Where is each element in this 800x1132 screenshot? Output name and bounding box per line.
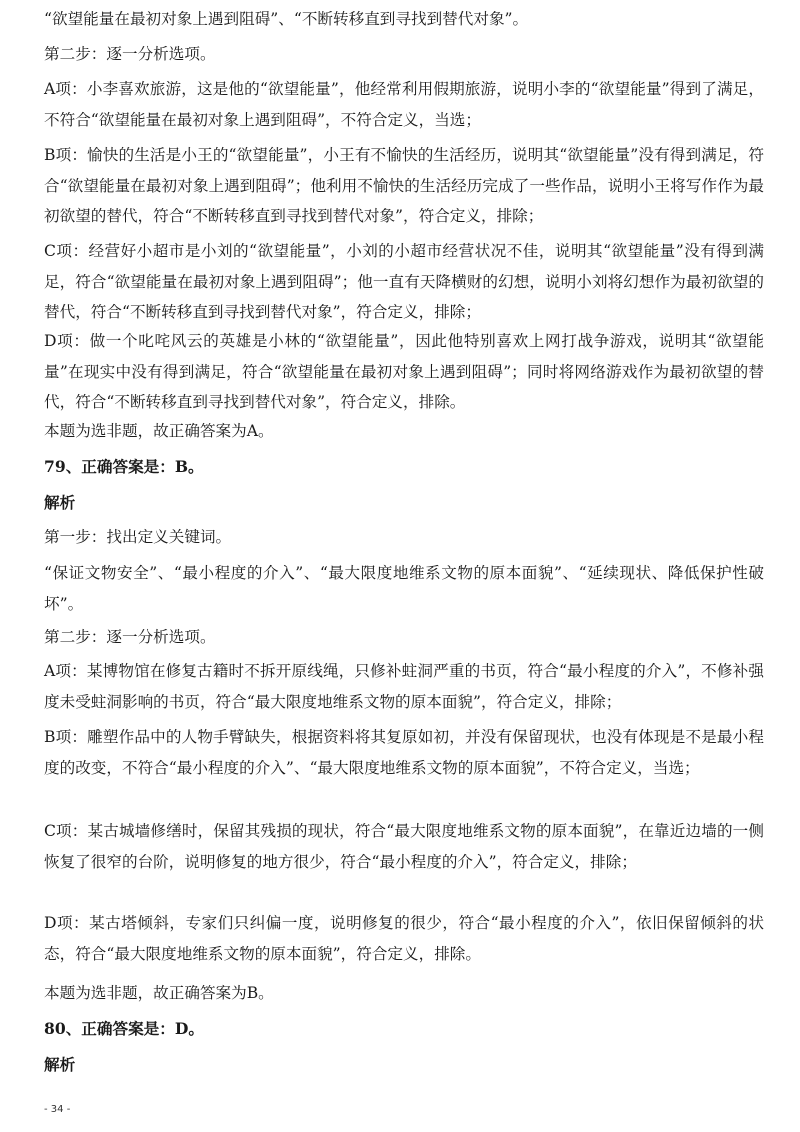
paragraph-option-b-79: B项：雕塑作品中的人物手臂缺失，根据资料将其复原如初，并没有保留现状，也没有体现是不是最小程度的改变，不符合“最小程度的介入”、“最大限度地维系文物的原本面貌”，不符合定义，当选； xyxy=(44,728,764,777)
paragraph-option-c-79: C项：某古城墙修缮时，保留其残损的现状，符合“最大限度地维系文物的原本面貌”，在靠近边墙的一侧恢复了很窄的台阶，说明修复的地方很少，符合“最小程度的介入”，符合定义，排除； xyxy=(44,822,764,871)
paragraph-step-one-79: 第一步：找出定义关键词。 xyxy=(44,528,232,546)
paragraph-option-a: A项：小李喜欢旅游，这是他的“欲望能量”，他经常利用假期旅游，说明小李的“欲望能量”得到了满足，不符合“欲望能量在最初对象上遇到阻碍”，不符合定义，当选； xyxy=(44,80,764,129)
paragraph-option-d-79: D项：某古塔倾斜，专家们只纠偏一度，说明修复的很少，符合“最小程度的介入”，依旧保留倾斜的状态，符合“最大限度地维系文物的原本面貌”，符合定义，排除。 xyxy=(44,914,764,963)
answer-heading-80: 80、正确答案是：D。 xyxy=(44,1019,204,1038)
paragraph-keywords-continued: “欲望能量在最初对象上遇到阻碍”、“不断转移直到寻找到替代对象”。 xyxy=(44,10,529,28)
paragraph-option-c: C项：经营好小超市是小刘的“欲望能量”，小刘的小超市经营状况不佳，说明其“欲望能量”没有得到满足，符合“欲望能量在最初对象上遇到阻碍”；他一直有天降横财的幻想，说明小刘将幻想作为最初欲望的替代，符合“不断转移直到寻找到替代对象”，符合定义，排除； xyxy=(44,242,764,321)
answer-heading-79: 79、正确答案是：B。 xyxy=(44,457,204,476)
paragraph-step-two-79: 第二步：逐一分析选项。 xyxy=(44,628,216,646)
paragraph-conclusion-78: 本题为选非题，故正确答案为A。 xyxy=(44,422,274,440)
paragraph-option-d: D项：做一个叱咤风云的英雄是小林的“欲望能量”，因此他特别喜欢上网打战争游戏，说明其“欲望能量”在现实中没有得到满足，符合“欲望能量在最初对象上遇到阻碍”；同时将网络游戏作为最初欲望的替代，符合“不断转移直到寻找到替代对象”，符合定义，排除。 xyxy=(44,332,764,411)
page-number: - 34 - xyxy=(44,1104,71,1115)
paragraph-option-a-79: A项：某博物馆在修复古籍时不拆开原线绳，只修补蛀洞严重的书页，符合“最小程度的介入”，不修补强度未受蛀洞影响的书页，符合“最大限度地维系文物的原本面貌”，符合定义，排除； xyxy=(44,662,764,711)
paragraph-option-b: B项：愉快的生活是小王的“欲望能量”，小王有不愉快的生活经历，说明其“欲望能量”没有得到满足，符合“欲望能量在最初对象上遇到阻碍”；他利用不愉快的生活经历完成了一些作品，说明小王将写作作为最初欲望的替代，符合“不断转移直到寻找到替代对象”，符合定义，排除； xyxy=(44,146,764,225)
analysis-heading-79: 解析 xyxy=(44,493,76,512)
paragraph-step-two: 第二步：逐一分析选项。 xyxy=(44,45,216,63)
paragraph-keywords-79: “保证文物安全”、“最小程度的介入”、“最大限度地维系文物的原本面貌”、“延续现状、降低保护性破坏”。 xyxy=(44,564,764,613)
analysis-heading-80: 解析 xyxy=(44,1055,76,1074)
paragraph-conclusion-79: 本题为选非题，故正确答案为B。 xyxy=(44,984,274,1002)
